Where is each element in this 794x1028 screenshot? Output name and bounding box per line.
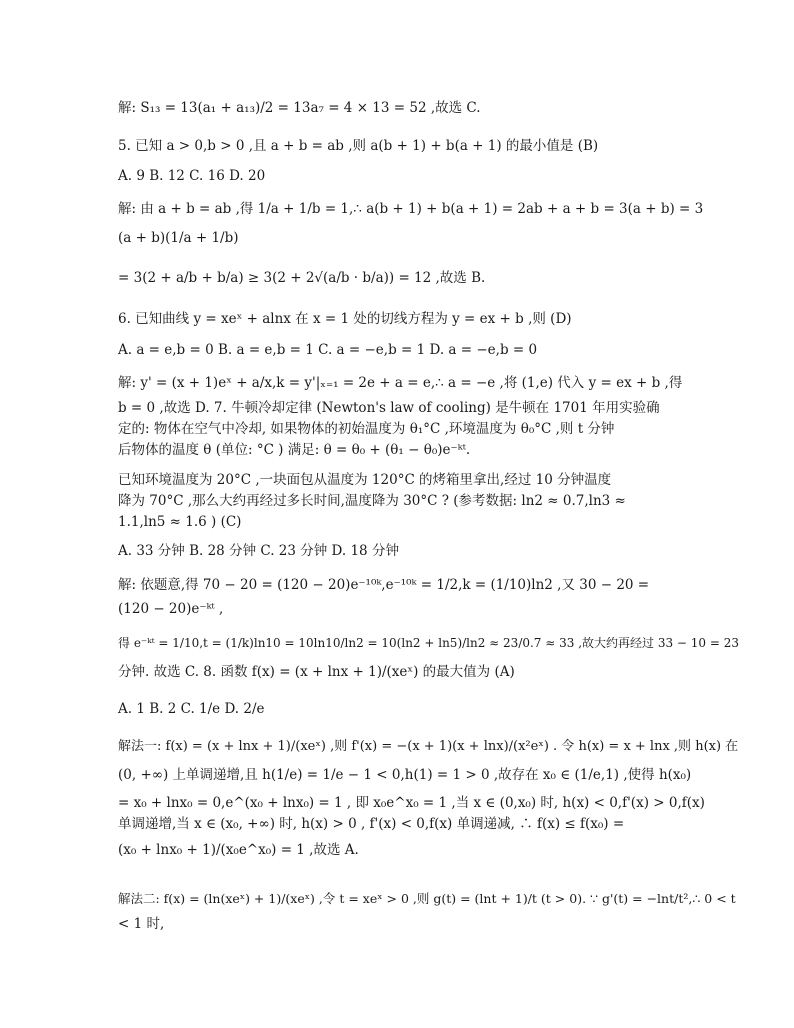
- text-line: (0, +∞) 上单调递增,且 h(1/e) = 1/e − 1 < 0,h(1) = 1 > 0 ,故存在 x₀ ∈ (1/e,1) ,使得 h(x₀): [118, 767, 692, 783]
- text-line: = 3(2 + a/b + b/a) ≥ 3(2 + 2√(a/b · b/a)) = 12 ,故选 B.: [118, 270, 486, 286]
- text-line: = x₀ + lnx₀ = 0,e^(x₀ + lnx₀) = 1 , 即 x₀e^x₀ = 1 ,当 x ∈ (0,x₀) 时, h(x) < 0,f'(x) > 0,f(x): [118, 795, 705, 811]
- text-line: 分钟. 故选 C. 8. 函数 f(x) = (x + lnx + 1)/(xeˣ) 的最大值为 (A): [118, 664, 515, 680]
- text-line: 解法二: f(x) = (ln(xeˣ) + 1)/(xeˣ) ,令 t = xeˣ > 0 ,则 g(t) = (lnt + 1)/t (t > 0). ∵ g'(t) = −lnt/t²,∴ 0 < t: [118, 891, 736, 906]
- text-line: A. 9 B. 12 C. 16 D. 20: [118, 168, 266, 184]
- text-line: 5. 已知 a > 0,b > 0 ,且 a + b = ab ,则 a(b + 1) + b(a + 1) 的最小值是 (B): [118, 138, 599, 154]
- text-line: (120 − 20)e⁻ᵏᵗ ,: [118, 601, 224, 617]
- text-line: 1.1,ln5 ≈ 1.6 ) (C): [118, 514, 242, 530]
- text-line: b = 0 ,故选 D. 7. 牛顿冷却定律 (Newton's law of cooling) 是牛顿在 1701 年用实验确: [118, 400, 660, 416]
- text-line: 解: S₁₃ = 13(a₁ + a₁₃)/2 = 13a₇ = 4 × 13 = 52 ,故选 C.: [118, 100, 481, 116]
- text-line: 定的: 物体在空气中冷却, 如果物体的初始温度为 θ₁°C ,环境温度为 θ₀°C ,则 t 分钟: [118, 421, 615, 437]
- text-line: A. 1 B. 2 C. 1/e D. 2/e: [118, 701, 265, 717]
- text-line: 解: 依题意,得 70 − 20 = (120 − 20)e⁻¹⁰ᵏ,e⁻¹⁰ᵏ = 1/2,k = (1/10)ln2 ,又 30 − 20 =: [118, 577, 650, 593]
- text-line: 得 e⁻ᵏᵗ = 1/10,t = (1/k)ln10 = 10ln10/ln2 = 10(ln2 + ln5)/ln2 ≈ 23/0.7 ≈ 33 ,故大约再经过 33 − 10 = 23: [118, 636, 740, 650]
- text-line: 单调递增,当 x ∈ (x₀, +∞) 时, h(x) > 0 , f'(x) < 0,f(x) 单调递减, ∴ f(x) ≤ f(x₀) =: [118, 816, 625, 832]
- text-line: A. a = e,b = 0 B. a = e,b = 1 C. a = −e,b = 1 D. a = −e,b = 0: [118, 342, 538, 358]
- text-line: 已知环境温度为 20°C ,一块面包从温度为 120°C 的烤箱里拿出,经过 10 分钟温度: [118, 472, 612, 488]
- text-line: (x₀ + lnx₀ + 1)/(x₀e^x₀) = 1 ,故选 A.: [118, 842, 359, 858]
- text-line: A. 33 分钟 B. 28 分钟 C. 23 分钟 D. 18 分钟: [118, 543, 399, 559]
- text-line: 6. 已知曲线 y = xeˣ + alnx 在 x = 1 处的切线方程为 y = ex + b ,则 (D): [118, 311, 572, 327]
- text-line: 解: 由 a + b = ab ,得 1/a + 1/b = 1,∴ a(b + 1) + b(a + 1) = 2ab + a + b = 3(a + b) = 3: [118, 201, 704, 217]
- text-line: (a + b)(1/a + 1/b): [118, 230, 239, 246]
- text-line: 解法一: f(x) = (x + lnx + 1)/(xeˣ) ,则 f'(x) = −(x + 1)(x + lnx)/(x²eˣ) . 令 h(x) = x + lnx ,则 h(x) 在: [118, 739, 739, 754]
- text-line: 解: y' = (x + 1)eˣ + a/x,k = y'|ₓ₌₁ = 2e + a = e,∴ a = −e ,将 (1,e) 代入 y = ex + b ,得: [118, 375, 683, 391]
- text-line: 后物体的温度 θ (单位: °C ) 满足: θ = θ₀ + (θ₁ − θ₀)e⁻ᵏᵗ.: [118, 442, 471, 458]
- text-line: 降为 70°C ,那么大约再经过多长时间,温度降为 30°C ? (参考数据: ln2 ≈ 0.7,ln3 ≈: [118, 493, 626, 509]
- text-line: < 1 时,: [118, 916, 165, 932]
